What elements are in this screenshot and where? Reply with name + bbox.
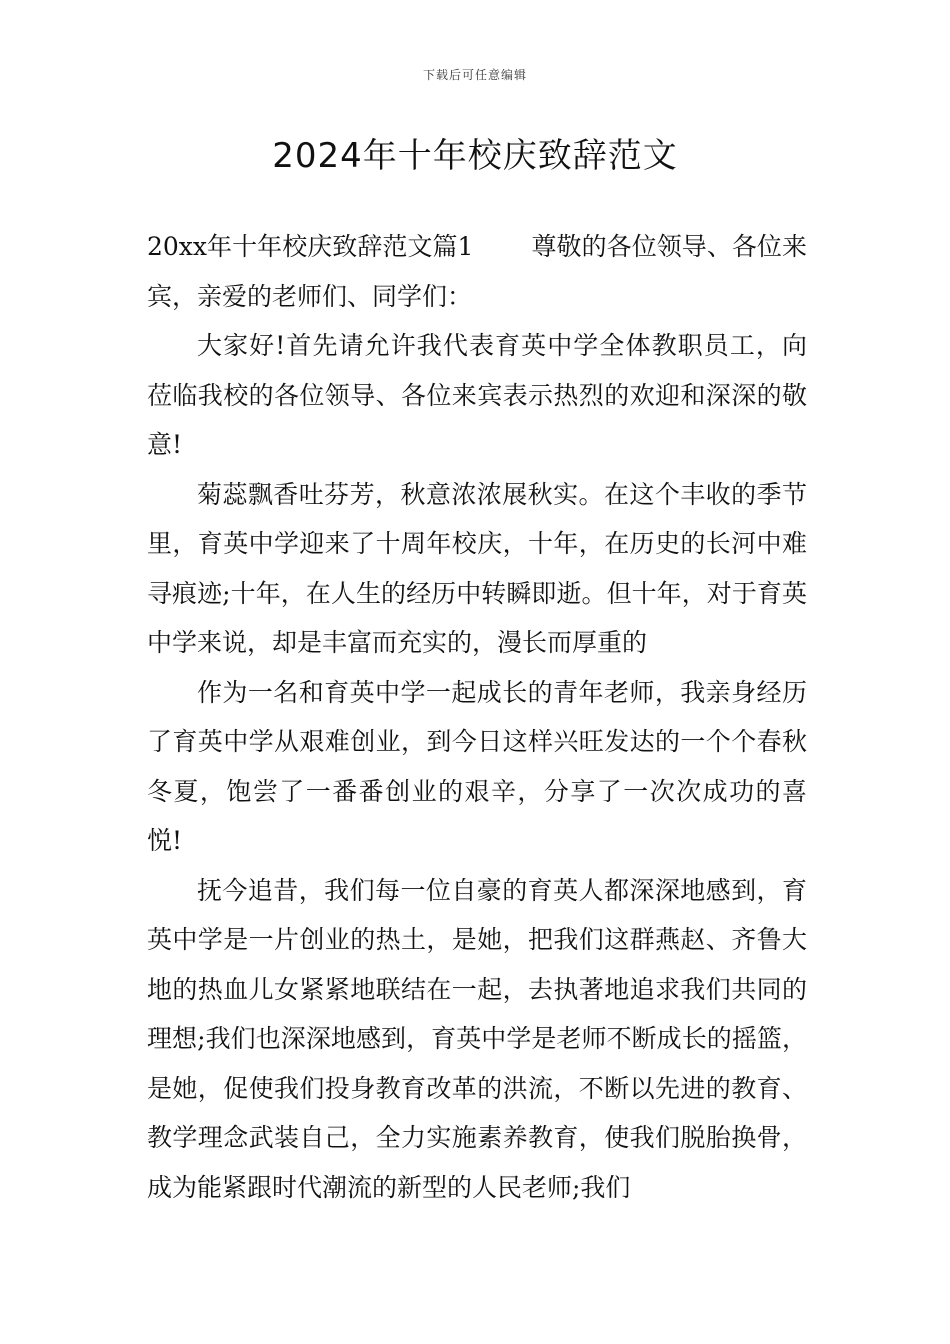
document-body — [147, 222, 807, 1212]
paragraph-1: 大家好!首先请允许我代表育英中学全体教职员工，向莅临我校的各位领导、各位来宾表示热烈的欢迎和深深的敬意! — [147, 331, 807, 459]
document-title: 2024年十年校庆致辞范文 — [272, 136, 678, 176]
paragraph-4: 抚今追昔，我们每一位自豪的育英人都深深地感到，育英中学是一片创业的热土，是她，把我们这群燕赵、齐鲁大地的热血儿女紧紧地联结在一起，去执著地追求我们共同的理想;我们也深深地感到，育英中学是老师不断成长的摇篮，是她，促使我们投身教育改革的洪流，不断以先进的教育、教学理念武装自己，全力实施素养教育，使我们脱胎换骨，成为能紧跟时代潮流的新型的人民老师;我们 — [147, 875, 807, 1202]
salutation: 尊敬的各位领导、各位来宾，亲爱的老师们、同学们： — [147, 232, 807, 311]
header-note: 下载后可任意编辑 — [422, 68, 527, 82]
section-heading: 20xx年十年校庆致辞范文篇1 — [147, 232, 474, 261]
paragraph-2: 菊蕊飘香吐芬芳，秋意浓浓展秋实。在这个丰收的季节里，育英中学迎来了十周年校庆，十年，在历史的长河中难寻痕迹;十年，在人生的经历中转瞬即逝。但十年，对于育英中学来说，却是丰富而充实的，漫长而厚重的 — [147, 479, 807, 657]
intro-paragraph — [147, 222, 807, 321]
paragraph-3: 作为一名和育英中学一起成长的青年老师，我亲身经历了育英中学从艰难创业，到今日这样兴旺发达的一个个春秋冬夏，饱尝了一番番创业的艰辛，分享了一次次成功的喜悦! — [147, 677, 807, 855]
